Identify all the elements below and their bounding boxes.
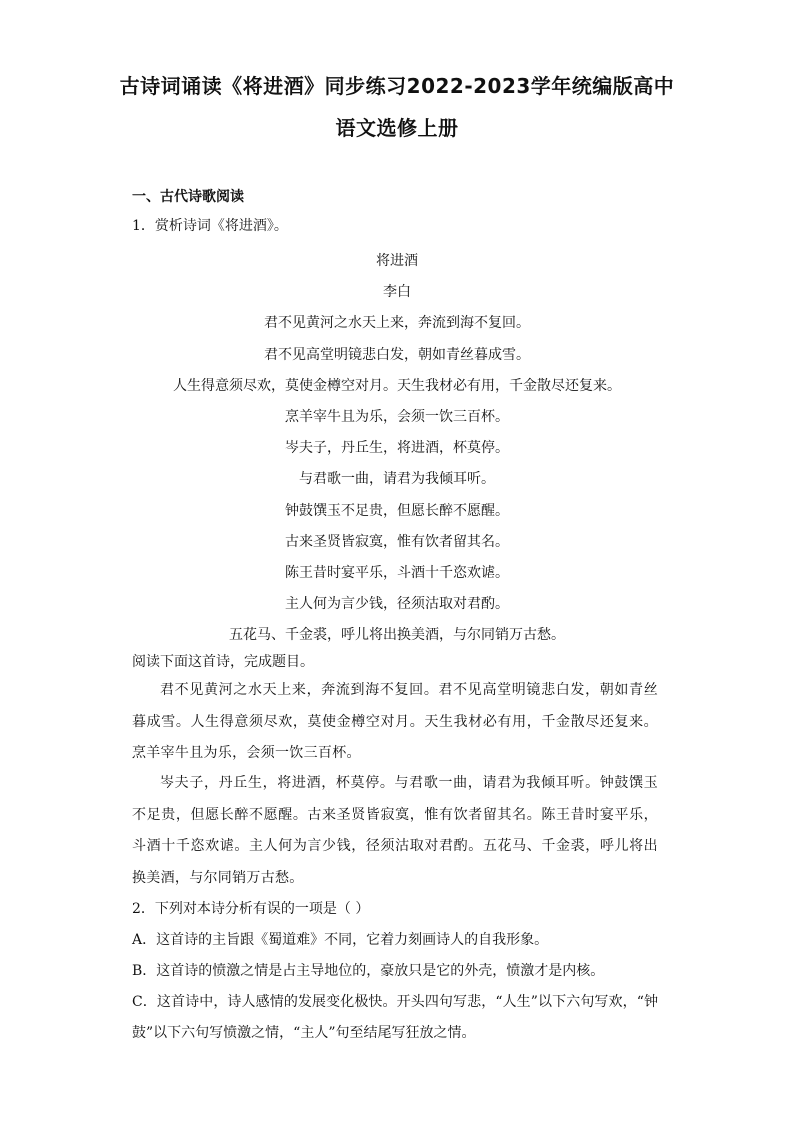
passage-paragraph-1: 君不见黄河之水天上来，奔流到海不复回。君不见高堂明镜悲白发，朝如青丝暮成雪。人生得意须尽欢，莫使金樽空对月。天生我材必有用，千金散尽还复来。烹羊宰牛且为乐，会须一饮三百杯。 <box>132 682 658 761</box>
poem-line: 君不见高堂明镜悲白发，朝如青丝暮成雪。 <box>264 346 530 363</box>
passage-paragraph-2: 岑夫子，丹丘生，将进酒，杯莫停。与君歌一曲，请君为我倾耳听。钟鼓馔玉不足贵，但愿长醉不愿醒。古来圣贤皆寂寞，惟有饮者留其名。陈王昔时宴平乐，斗酒十千恣欢谑。主人何为言少钱，径须沽取对君酌。五花马、千金裘，呼儿将出换美酒，与尔同销万古愁。 <box>132 775 658 886</box>
option-a: A．这首诗的主旨跟《蜀道难》不同，它着力刻画诗人的自我形象。 <box>132 932 549 948</box>
poem-line: 五花马、千金裘，呼儿将出换美酒，与尔同销万古愁。 <box>229 627 565 644</box>
poem-line: 与君歌一曲，请君为我倾耳听。 <box>299 471 495 488</box>
option-c: C．这首诗中，诗人感情的发展变化极快。开头四句写悲，“人生”以下六句写欢，“钟鼓”以下六句写愤激之情，“主人”句至结尾写狂放之情。 <box>132 994 658 1041</box>
section-heading: 一、古代诗歌阅读 <box>132 189 244 205</box>
document-title-line-1: 古诗词诵读《将进酒》同步练习2022-2023学年统编版高中 <box>119 74 675 98</box>
option-b: B．这首诗的愤激之情是占主导地位的，豪放只是它的外壳，愤激才是内核。 <box>132 963 605 979</box>
poem-title: 将进酒 <box>376 253 418 269</box>
question-1-prompt: 1．赏析诗词《将进酒》。 <box>132 218 288 234</box>
poem-line: 君不见黄河之水天上来，奔流到海不复回。 <box>264 315 530 332</box>
poem-block <box>0 246 794 651</box>
poem-line: 古来圣贤皆寂寞，惟有饮者留其名。 <box>285 533 509 550</box>
document-title-line-2: 语文选修上册 <box>335 116 459 140</box>
poem-author: 李白 <box>383 284 411 301</box>
poem-line: 陈王昔时宴平乐，斗酒十千恣欢谑。 <box>285 564 509 581</box>
poem-line: 主人何为言少钱，径须沽取对君酌。 <box>285 596 509 613</box>
poem-line: 岑夫子，丹丘生，将进酒，杯莫停。 <box>285 440 509 457</box>
poem-line: 烹羊宰牛且为乐，会须一饮三百杯。 <box>285 408 509 425</box>
reading-instruction: 阅读下面这首诗，完成题目。 <box>132 654 314 670</box>
poem-line: 人生得意须尽欢，莫使金樽空对月。天生我材必有用，千金散尽还复来。 <box>173 377 621 394</box>
question-2-prompt: 2．下列对本诗分析有误的一项是（ ） <box>132 901 370 917</box>
poem-line: 钟鼓馔玉不足贵，但愿长醉不愿醒。 <box>285 502 509 519</box>
